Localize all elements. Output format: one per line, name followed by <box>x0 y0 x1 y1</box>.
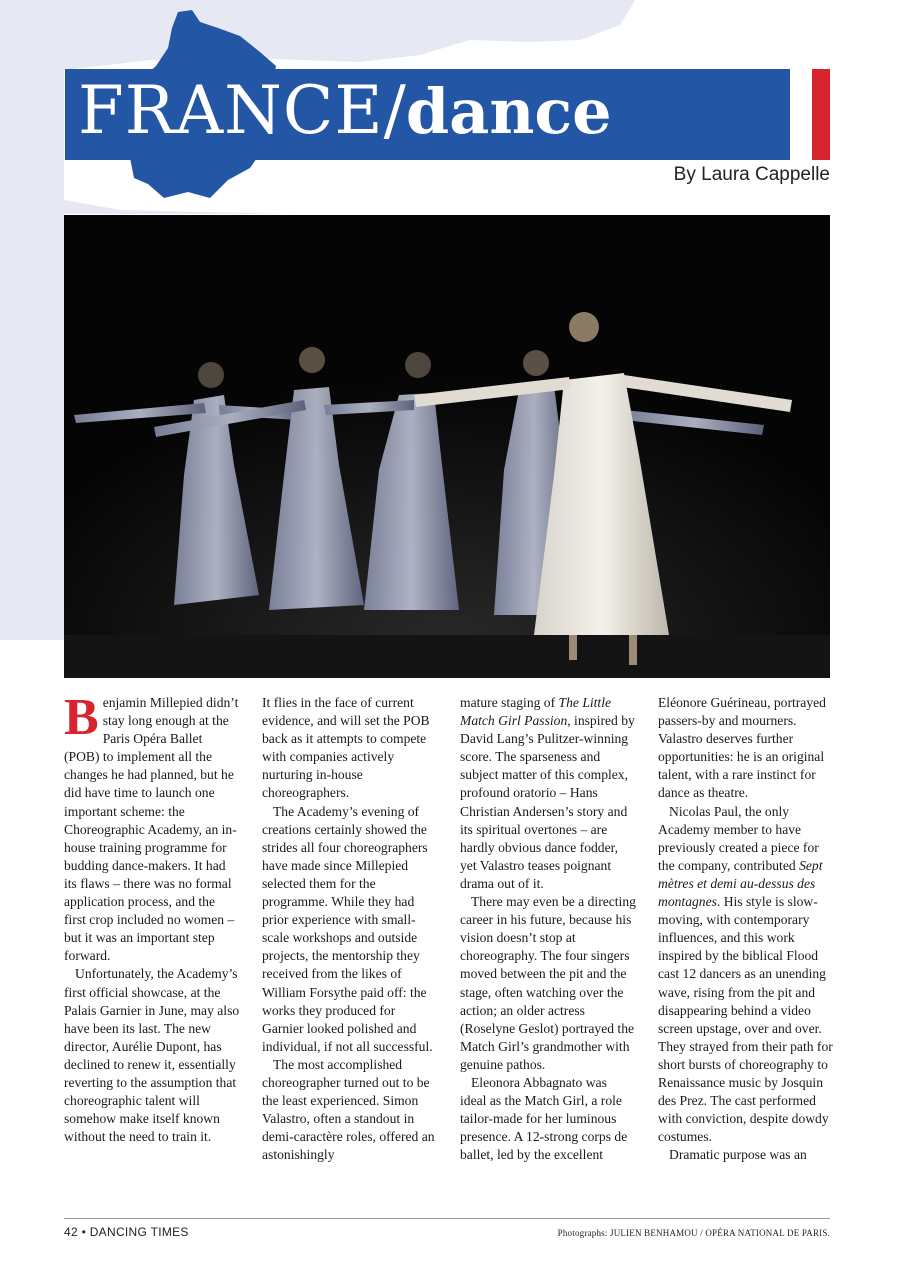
title-slash: / <box>383 72 406 149</box>
article-body <box>64 689 834 1206</box>
paragraph: The most accomplished choreographer turned out to be the least experienced. Simon Valastro, often a standout in demi-caractère roles, offered an astonishingly <box>262 1056 435 1163</box>
footer-divider <box>64 1218 830 1219</box>
work-title: Sept mètres et demi au-dessus des montagnes <box>658 857 823 910</box>
article-column-3 <box>460 694 636 1206</box>
paragraph: enjamin Millepied didn’t stay long enough at the Paris Opéra Ballet (POB) to implement all the changes he had planned, but he did have time to launch one important scheme: the Choreographic Academy, an in-house training programme for budding dance-makers. It had its flaws – there was no formal application process, and the first crop included no women – but it was an important step forward. <box>64 695 239 964</box>
paragraph: Unfortunately, the Academy’s first official showcase, at the Palais Garnier in June, may also have been its last. The new director, Aurélie Dupont, has declined to renew it, essentially reverting to the assumption that choreographic talent will somehow make itself known without the need to train it. <box>64 966 240 1145</box>
paragraph: Dramatic purpose was an <box>669 1147 807 1163</box>
article-column-1 <box>64 689 240 1206</box>
byline: By Laura Cappelle <box>673 164 830 185</box>
text-run: mature staging of <box>460 695 559 710</box>
work-title: The Little Match Girl Passion <box>460 695 612 729</box>
paragraph: It flies in the face of current evidence, and will set the POB back as it attempts to compete with companies actively nurturing in-house choreographers. <box>262 695 430 801</box>
article-photo <box>64 215 830 678</box>
paragraph: There may even be a directing career in his future, because his vision doesn’t stop at choreography. The four singers moved between the pit and the stage, often watching over the action; an older actress (Roselyne Geslot) portrayed the Match Girl’s grandmother with genuine pathos. <box>460 894 636 1072</box>
paragraph: The Academy’s evening of creations certainly showed the strides all four choreographers have made since Millepied selected them for the programme. While they had prior experience with small-scale workshops and outside projects, the mentorship they received from the likes of William Forsythe paid off: the works they produced for Garnier looked polished and individual, if not all successful. <box>262 803 433 1054</box>
page-title <box>78 72 612 162</box>
paragraph: Eleonora Abbagnato was ideal as the Match Girl, a role tailor-made for her luminous presence. A 12-strong corps de ballet, led by the excellent <box>460 1074 628 1163</box>
text-run: Nicolas Paul, the only Academy member to have previously created a piece for the company, contributed <box>658 803 819 873</box>
title-main: FRANCE <box>78 72 384 149</box>
text-run: . His style is slow-moving, with contemporary influences, and this work inspired by the biblical Flood cast 12 dancers as an unending wave, rising from the pit and disappearing behind a video screen upstage, over and over. They strayed from their path for short bursts of choreography to Renaissance music by Josquin des Prez. The cast performed with conviction, despite dowdy costumes. <box>658 894 833 1145</box>
paragraph <box>658 803 834 1147</box>
flag-red-stripe <box>812 69 830 160</box>
text-run: , inspired by David Lang’s Pulitzer-winning score. The sparseness and subject matter of this complex, profound oratorio – Hans Christian Andersen’s story and its spiritual overtones – are hardly obvious dance fodder, yet Valastro teases poignant drama out of it. <box>460 713 635 891</box>
title-accent: dance <box>405 75 612 148</box>
flag-white-stripe <box>790 69 812 160</box>
paragraph: Eléonore Guérineau, portrayed passers-by and mourners. Valastro deserves further opportunities: he is an original talent, with a rare instinct for dance as theatre. <box>658 695 826 801</box>
paragraph <box>460 694 636 893</box>
photo-credit: Photographs: JULIEN BENHAMOU / OPÉRA NATIONAL DE PARIS. <box>557 1228 830 1238</box>
drop-cap: B <box>64 689 99 746</box>
page-number-masthead: 42 • DANCING TIMES <box>64 1225 189 1239</box>
dancers-illustration <box>64 215 830 678</box>
article-column-4 <box>658 694 834 1206</box>
article-column-2 <box>262 694 438 1206</box>
